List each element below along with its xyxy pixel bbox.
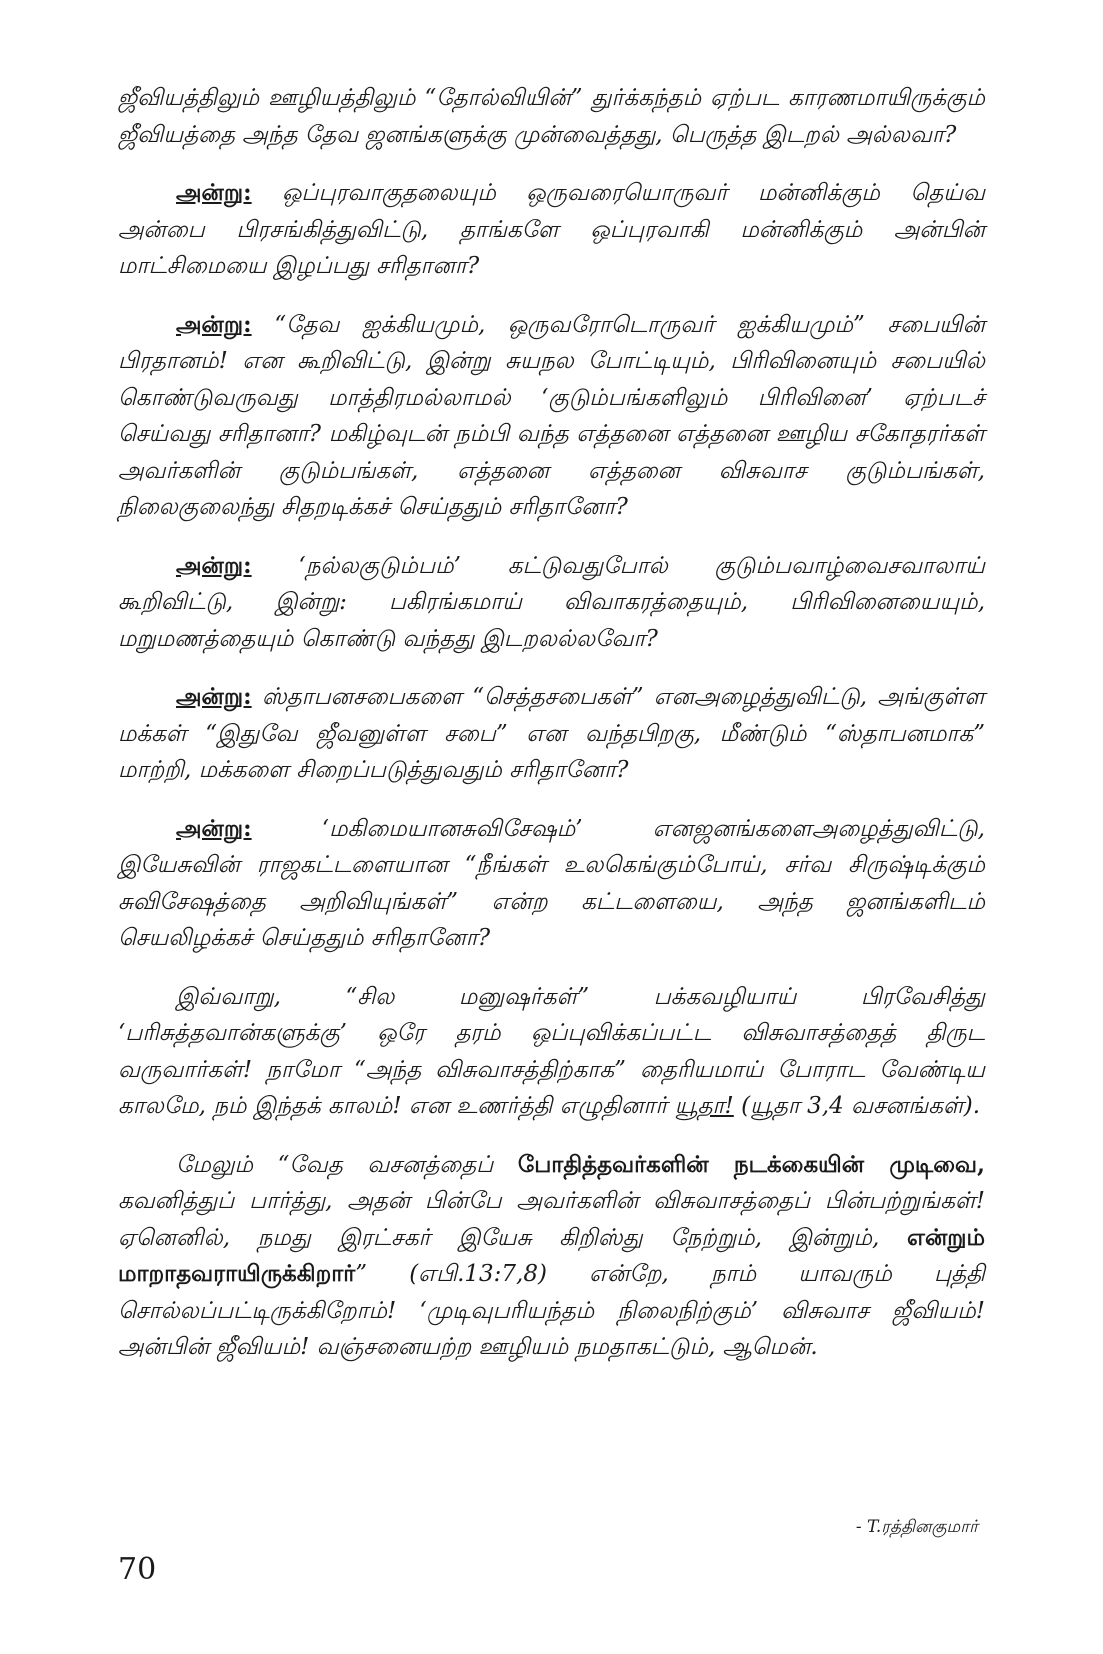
paragraph-7-text-b: (யூதா 3,4 வசனங்கள்). <box>733 1093 981 1119</box>
paragraph-7-underlined: யூதா! <box>674 1093 734 1119</box>
paragraph-6 <box>118 811 985 957</box>
paragraph-5 <box>118 679 985 789</box>
paragraph-1-text: ஜீவியத்திலும் ஊழியத்திலும் “தோல்வியின்” துர்க்கந்தம் ஏற்பட காரணமாயிருக்கும் ஜீவியத்தை அந்த தேவ ஜனங்களுக்கு முன்வைத்தது, பெருத்த இடறல் அல்லவா? <box>118 85 985 148</box>
paragraph-5-lead: அன்று: <box>176 683 252 710</box>
paragraph-3 <box>118 307 985 526</box>
paragraph-2 <box>118 175 985 285</box>
paragraph-3-lead: அன்று: <box>176 310 252 338</box>
paragraph-8-bold-1: போதித்தவர்களின் நடக்கையின் முடிவை, <box>517 1150 986 1178</box>
paragraph-8-text-c: கவனித்துப் பார்த்து, அதன் பின்பே அவர்களின் விசுவாசத்தைப் பின்பற்றுங்கள்! ஏனெனில், நமது இரட்சகர் இயேசு கிறிஸ்து நேற்றும், இன்றும், <box>118 1188 985 1251</box>
paragraph-1 <box>118 80 985 153</box>
paragraph-6-lead: அன்று: <box>176 814 252 842</box>
paragraph-7 <box>118 979 985 1125</box>
paragraph-7-text-a: இவ்வாறு, “சில மனுஷர்கள்” பக்கவழியாய் பிரவேசித்து ‘பரிசுத்தவான்களுக்கு’ ஒரே தரம் ஒப்புவிக்கப்பட்ட விசுவாசத்தைத் திருட வருவார்கள்! நாமோ “அந்த விசுவாசத்திற்காக” தைரியமாய் போராட வேண்டிய காலமே, நம் இந்தக் காலம்! என உணர்த்தி எழுதினார் <box>118 983 985 1119</box>
paragraph-8 <box>118 1147 985 1366</box>
author-signature: - T.ரத்தினகுமார் <box>855 1517 978 1537</box>
paragraph-8-bold-2: என்றும் மாறாதவராயிருக்கிறார் <box>118 1223 985 1287</box>
paragraph-4 <box>118 548 985 658</box>
page-number: 70 <box>118 1552 157 1587</box>
paragraph-8-text-d: ” (எபி.13:7,8) என்றே, நாம் யாவரும் புத்தி சொல்லப்பட்டிருக்கிறோம்! ‘முடிவுபரியந்தம் நிலைநிற்கும்’ விசுவாச ஜீவியம்! அன்பின் ஜீவியம்! வஞ்சனையற்ற ஊழியம் நமதாகட்டும், ஆமென். <box>118 1261 985 1360</box>
paragraph-3-text: “தேவ ஐக்கியமும், ஒருவரோடொருவர் ஐக்கியமும்” சபையின் பிரதானம்! என கூறிவிட்டு, இன்று சுயநல போட்டியும், பிரிவினையும் சபையில் கொண்டுவருவது மாத்திரமல்லாமல் ‘குடும்பங்களிலும் பிரிவினை’ ஏற்படச் செய்வது சரிதானா? மகிழ்வுடன் நம்பி வந்த எத்தனை எத்தனை ஊழிய சகோதரர்கள் அவர்களின் குடும்பங்கள், எத்தனை எத்தனை விசுவாச குடும்பங்கள், நிலைகுலைந்து சிதறடிக்கச் செய்ததும் சரிதானோ? <box>118 311 985 520</box>
paragraph-2-text: ஒப்புரவாகுதலையும் ஒருவரையொருவர் மன்னிக்கும் தெய்வ அன்பை பிரசங்கித்துவிட்டு, தாங்களே ஒப்புரவாகி மன்னிக்கும் அன்பின் மாட்சிமையை இழப்பது சரிதானா? <box>118 180 985 279</box>
paragraph-4-text: ‘நல்லகுடும்பம்’ கட்டுவதுபோல் குடும்பவாழ்வைசவாலாய் கூறிவிட்டு, இன்று: பகிரங்கமாய் விவாகரத்தையும், பிரிவினையையும், மறுமணத்தையும் கொண்டு வந்தது இடறலல்லவோ? <box>118 552 985 652</box>
paragraph-8-text-a: மேலும் “வேத வசனத்தைப் <box>176 1151 518 1178</box>
paragraph-4-lead: அன்று: <box>176 551 252 579</box>
paragraph-6-text: ‘மகிமையானசுவிசேஷம்’ எனஜனங்களைஅழைத்துவிட்டு, இயேசுவின் ராஜகட்டளையான “நீங்கள் உலகெங்கும்போய், சர்வ சிருஷ்டிக்கும் சுவிசேஷத்தை அறிவியுங்கள்” என்ற கட்டளையை, அந்த ஜனங்களிடம் செயலிழக்கச் செய்ததும் சரிதானோ? <box>118 815 985 951</box>
paragraph-5-text: ஸ்தாபனசபைகளை “செத்தசபைகள்” எனஅழைத்துவிட்டு, அங்குள்ள மக்கள் “இதுவே ஜீவனுள்ள சபை” என வந்தபிறகு, மீண்டும் “ஸ்தாபனமாக” மாற்றி, மக்களை சிறைப்படுத்துவதும் சரிதானோ? <box>118 684 985 783</box>
paragraph-2-lead: அன்று: <box>176 179 252 206</box>
